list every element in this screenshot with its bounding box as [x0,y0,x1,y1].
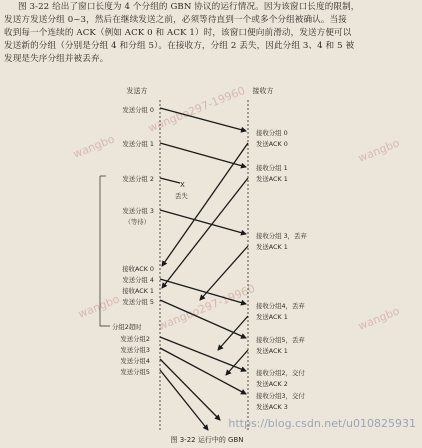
ack-arrow [218,316,248,350]
sender-label: 接收ACK 1 [122,287,154,295]
receiver-label: 发送ACK 0 [256,140,288,148]
watermark: wangbo [76,292,122,321]
paragraph-line: 发送方发送分组 0~3，然后在继续发送之前，必须等待直到一个或多个分组被确认。当接 [4,15,347,25]
lost-label: 丢失 [175,192,188,200]
sender-label: （等待） [124,218,150,226]
receiver-label: 接收分组 1 [256,164,288,172]
receiver-label: 发送ACK 1 [256,243,288,251]
receiver-title: 接收方 [252,87,274,95]
watermark: wangbo [356,136,402,165]
sender-label: 发送分组2 [120,335,150,343]
receiver-label: 接收分组 3，丢弃 [256,232,307,240]
lost-mark: X [180,181,185,189]
paragraph-line: 图 3-22 给出了窗口长度为 4 个分组的 GBN 协议的运行情况。因为该窗口长度的限制， [18,2,360,12]
sender-label: 发送分组 0 [122,106,154,114]
paragraph-line: 发送新的分组（分别是分组 4 和分组 5）。在接收方，分组 2 丢失，因此分组 3、4 和 5 被 [4,41,355,51]
watermark: wangbo297-19960 [156,282,257,333]
sender-label: 发送分组3 [120,346,150,354]
receiver-label: 接收分组3，交付 [256,392,305,400]
receiver-label: 发送ACK 1 [256,175,288,183]
watermark: wangbo [356,304,402,333]
sender-label: 发送分组5 [120,368,150,376]
receiver-label: 发送ACK 1 [256,347,288,355]
receiver-label: 发送ACK 3 [256,403,288,411]
sender-label: 发送分组 2 [122,175,154,183]
watermark: wangbo [71,132,117,161]
sender-label: 发送分组 5 [122,298,154,306]
paragraph-line: 收到每一个连续的 ACK（例如 ACK 0 和 ACK 1）时，该窗口便向前滑动，发送方便可以 [4,28,352,38]
packet-arrow [160,359,220,420]
ack-arrow [162,143,248,266]
sender-label: 发送分组 1 [122,140,154,148]
receiver-label: 发送ACK 1 [256,313,288,321]
receiver-label: 接收分组 0 [256,129,288,137]
figure-caption: 图 3-22 运行中的 GBN [170,436,244,444]
sender-label: 分组2超时 [112,323,142,331]
ack-arrow [226,350,248,375]
packet-arrow [160,178,180,183]
packet-arrow [160,210,246,234]
sender-label: 发送分组4 [120,357,150,365]
receiver-label: 接收分组4，丢弃 [256,302,305,310]
sender-label: 发送分组 3 [122,207,154,215]
paragraph-line: 发现是失序分组并被丢弃。 [4,54,109,64]
receiver-label: 发送ACK 2 [256,380,288,388]
url-watermark: https://blog.csdn.net/u010825931 [228,417,416,430]
watermark: wangbo297-19960 [146,84,247,135]
sender-label: 接收ACK 0 [122,265,154,273]
receiver-label: 接收分组5，丢弃 [256,336,305,344]
sender-label: 发送分组 4 [122,276,154,284]
packet-arrow [160,337,246,371]
sender-title: 发送方 [126,87,148,95]
receiver-label: 接收分组2，交付 [256,369,305,377]
